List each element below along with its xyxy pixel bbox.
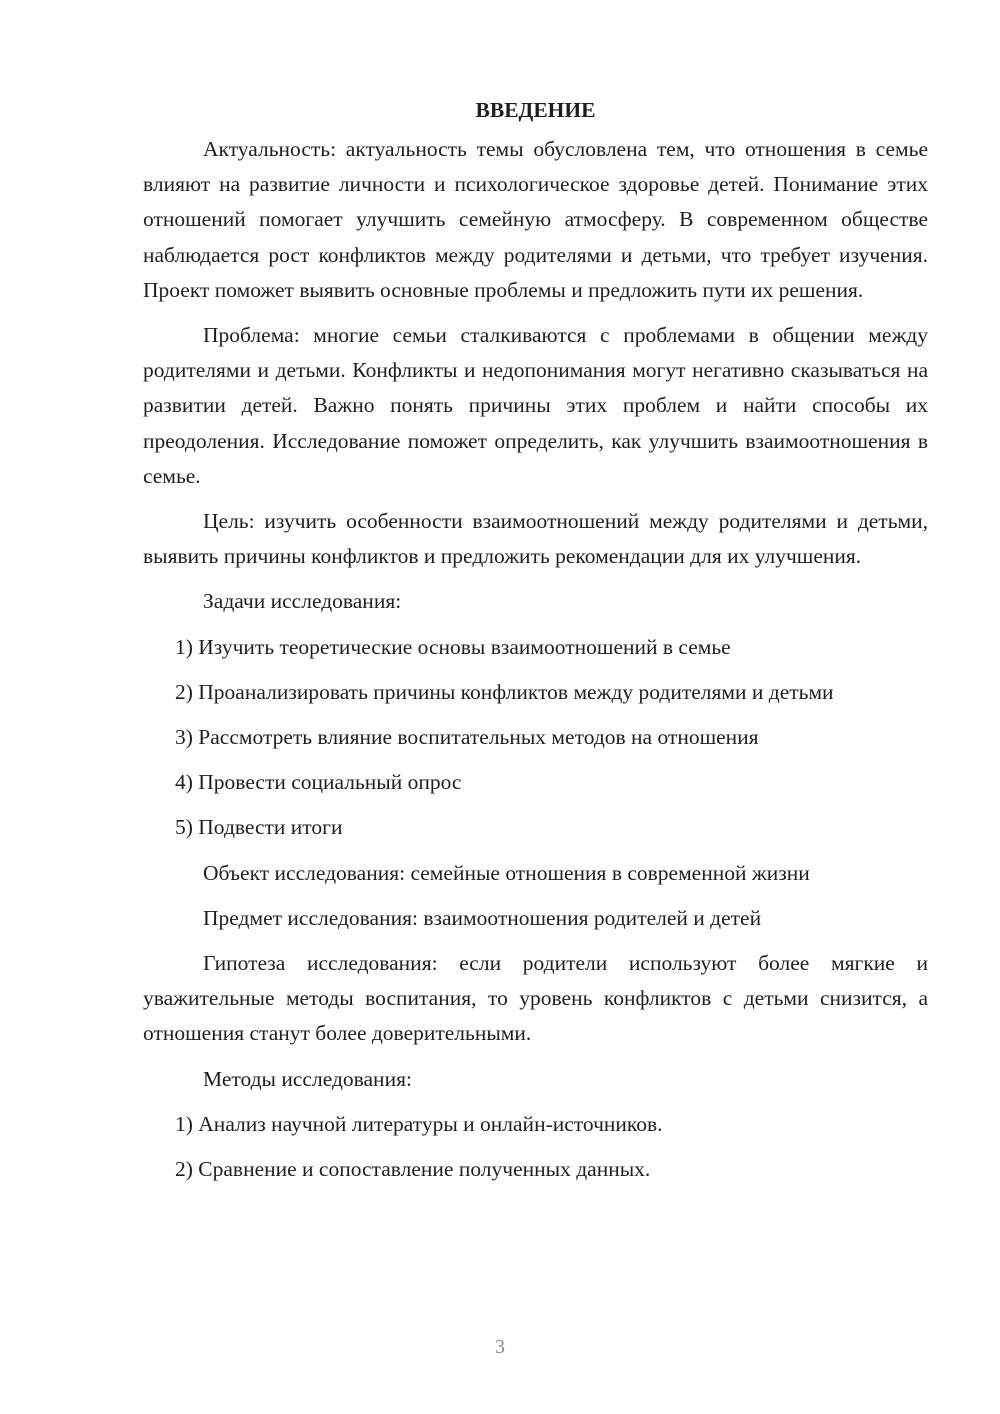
problem-paragraph: Проблема: многие семьи сталкиваются с проблемами в общении между родителями и детьми. Конфликты и недопонимания могут негативно сказываться на развитии детей. Важно понять причины этих проблем и найти способы их преодоления. Исследование поможет определить, как улучшить взаимоотношения в семье. <box>143 323 928 488</box>
method-item: 1) Анализ научной литературы и онлайн-источников. <box>175 1111 663 1136</box>
task-item: 3) Рассмотреть влияние воспитательных методов на отношения <box>175 725 759 750</box>
research-object: Объект исследования: семейные отношения в современной жизни <box>203 860 810 885</box>
hypothesis-paragraph: Гипотеза исследования: если родители используют более мягкие и уважительные методы воспитания, то уровень конфликтов с детьми снизится, а отношения станут более доверительными. <box>143 951 928 1046</box>
task-item: 2) Проанализировать причины конфликтов между родителями и детьми <box>175 679 834 704</box>
method-item: 2) Сравнение и сопоставление полученных данных. <box>175 1157 651 1182</box>
tasks-heading: Задачи исследования: <box>203 589 402 614</box>
task-item: 5) Подвести итоги <box>175 815 343 840</box>
goal-paragraph: Цель: изучить особенности взаимоотношений между родителями и детьми, выявить причины конфликтов и предложить рекомендации для их улучшения. <box>143 509 928 569</box>
page-number: 3 <box>495 1336 505 1358</box>
task-item: 1) Изучить теоретические основы взаимоотношений в семье <box>175 634 731 659</box>
relevance-paragraph: Актуальность: актуальность темы обусловлена тем, что отношения в семье влияют на развитие личности и психологическое здоровье детей. Понимание этих отношений помогает улучшить семейную атмосферу. В современном обществе наблюдается рост конфликтов между родителями и детьми, что требует изучения. Проект поможет выявить основные проблемы и предложить пути их решения. <box>143 137 928 302</box>
methods-heading: Методы исследования: <box>203 1066 412 1091</box>
page-content <box>143 95 928 1197</box>
page-title: ВВЕДЕНИЕ <box>475 98 596 122</box>
research-subject: Предмет исследования: взаимоотношения родителей и детей <box>203 905 762 930</box>
task-item: 4) Провести социальный опрос <box>175 770 462 795</box>
